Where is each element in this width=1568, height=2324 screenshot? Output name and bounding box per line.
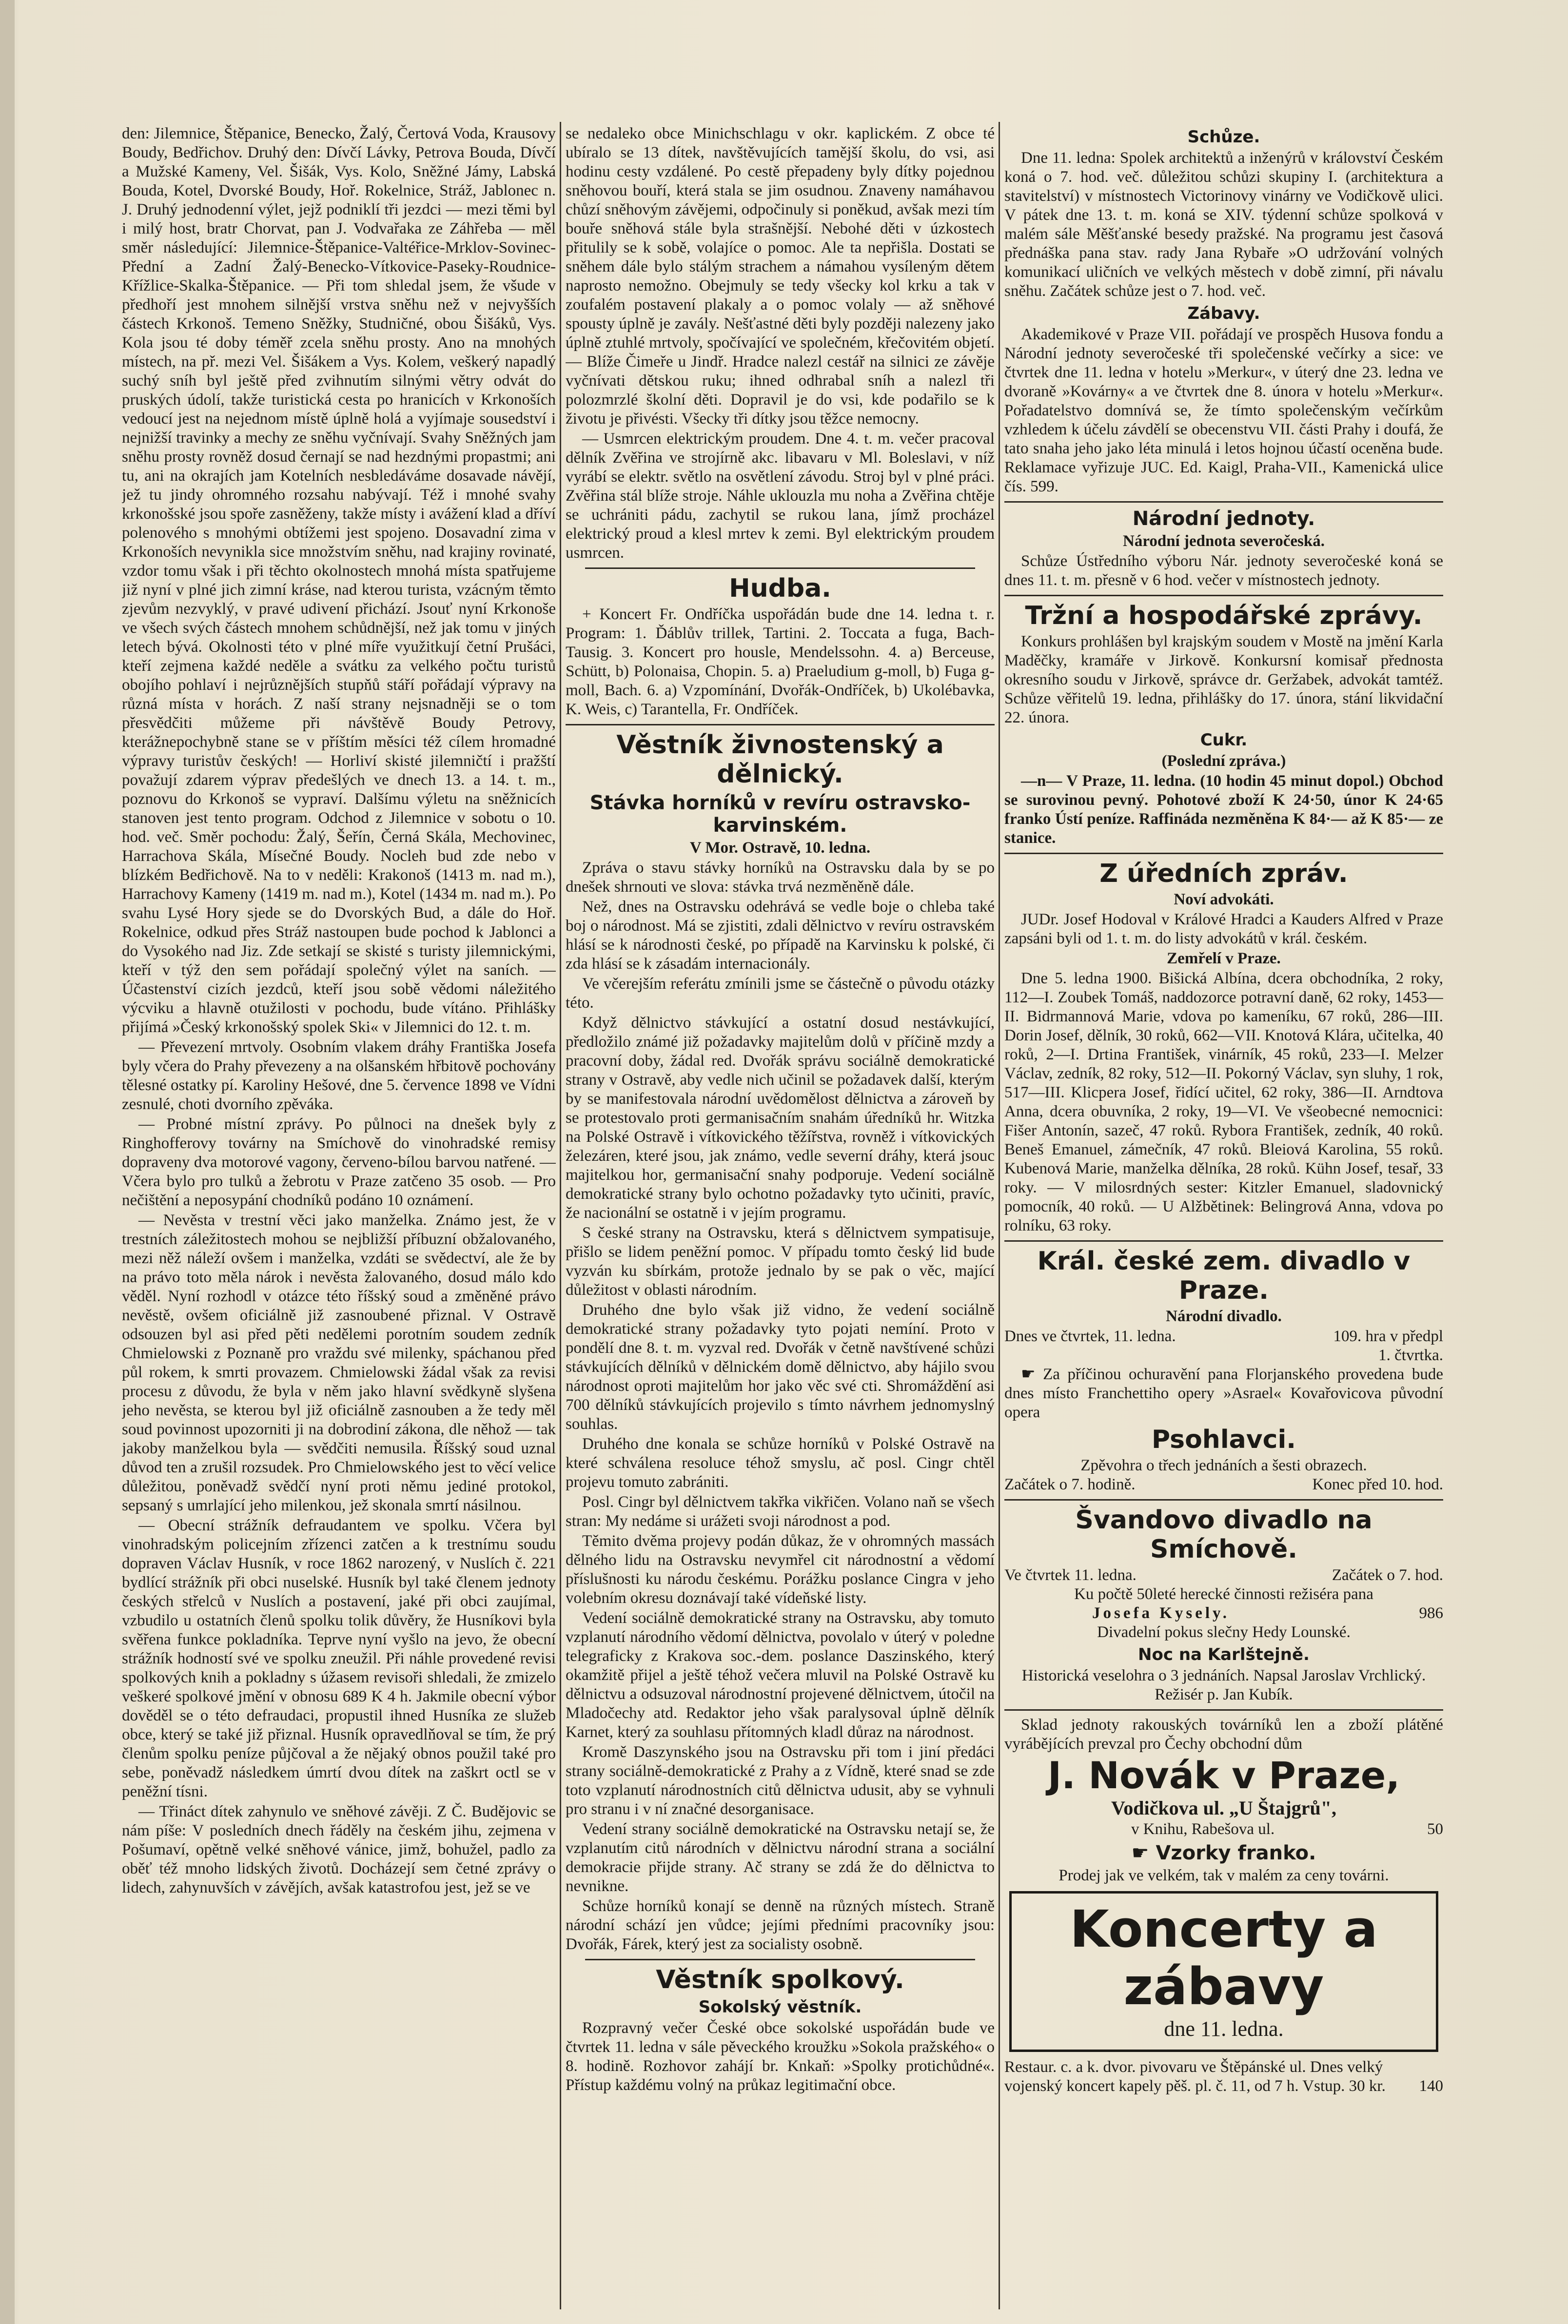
article-deti-zavej-cont: se nedaleko obce Minichschlagu v okr. kaplickém. Z obce té ubíralo se 13 dítek, navštěvujících tamější školu, do vsi, asi hodinu cesty vzdálené. Po cestě přepadeny byly dítky pojednou sněhovou bouří, která stala se jim osudnou. Znaveny namáhavou chůzí sněhovým závějemi, odpočinuly si poněkud, avšak mezi tím bouře sněhová stále byla strašnější. Nebohé děti v úzkostech přitulily se k sobě, volajíce o pomoc. Ale ta nepřišla. Dostati se sněhem dále bylo stálým strachem a námahou vysíleným dětem naprosto nemožno. Obejmuly se tedy všecky kol krku a tak v zoufalém postavení plakaly a o pomoc volaly — až sněhové spousty úplně je zavály. Nešťastné děti byly později nalezeny jako úplně ztuhlé mrtvoly, spočívající ve společném, křečovitém objetí. — Blíže Čimeře u Jindř. Hradce nalezl cestář na silnici ze závěje vyčnívati dětskou ruku; ihned odhrabal sníh a nalezl tři polozmrzlé školní děti. Dopravil je do vsi, kde podařilo se k životu je přivésti. Všecky tři dítky jsou těžce nemocny. xyxy=(566,125,995,428)
article-trinact-ditek: — Třináct dítek zahynulo ve sněhové závěji. Z Č. Budějovic se nám píše: V posledních dnech řáděly na českém jihu, zejmena v Pošumaví, opětně velké sněhové vánice, jimž, bohužel, padlo za oběť též mnoho lidských životů. Docházejí sem četné zprávy o lidech, zahynuvších v závějích, avšak katastrofou jest, jež se ve xyxy=(122,1803,556,1896)
page-binding-edge xyxy=(0,0,15,2324)
divadlo-end: Konec před 10. hod. xyxy=(1312,1476,1443,1493)
section-spolky-heading: Věstník spolkový. xyxy=(656,1965,904,1994)
novak-ad-address2: v Knihu, Rabešova ul. xyxy=(1131,1820,1275,1838)
pointing-hand-icon: ☛ xyxy=(1021,1366,1043,1383)
section-vestnik-heading: Věstník živnostenský a dělnický. xyxy=(616,730,944,789)
column-1 xyxy=(122,124,556,2309)
divadlo-heading: Král. české zem. divadlo v Praze. xyxy=(1037,1247,1411,1305)
stavka-para: Když dělnictvo stávkující a ostatní dosud nestávkující, předložilo známé již požadavky majitelům dolů v příčině mzdy a pracovní doby, žádal red. Dvořák správu sociálně demokratické strany v Ostravě, aby vedle nich učinil se požadavek další, kterým by se manifestovala národní uvědomělost dělnictva a zároveň by se protestovalo proti germanisačním snahám úředníků hr. Witzka na Polské Ostravě i vítkovického těžířstva, rovněž i vítkovických železáren, které jsou, jak známo, vedle severní dráhy, která jsouc majitelkou hor, germanisační snahy podporuje. Vedení sociálně demokratické strany bylo ochotno požadavky tyto učiniti, pravíc, že nacionální se ostatně i v jejím programu. xyxy=(566,1014,995,1222)
stavka-para: Kromě Daszynského jsou na Ostravsku při tom i jiní předáci strany sociálně-demokratické z Prahy a z Vídně, které snad se zde toto vzplanutí národnostních citů dělnictva udusit, aby se vyhnuli pro stranu i v ní značné desorganisace. xyxy=(566,1743,995,1818)
divadlo-opera-title: Psohlavci. xyxy=(1151,1425,1296,1454)
article-prevezeni-mrtvoly: — Převezení mrtvoly. Osobním vlakem dráhy Františka Josefa byly včera do Prahy převezeny a na olšanském hřbitově pochovány tělesné ostatky pí. Karoliny Hešové, dne 5. července 1898 ve Vídni zesnulé, choti dvorního zpěváka. xyxy=(122,1038,556,1113)
stavka-para: Než, dnes na Ostravsku odehrává se vedle boje o chleba také boj o národnost. Má se zjistiti, zdali dělnictvo v revíru ostravském hlásí se k národnosti české, po případě na Karvinsku k polské, či zda hlásí se k zásadám internacionály. xyxy=(566,898,995,973)
stavka-para: Druhého dne konala se schůze horníků v Polské Ostravě na které schválena resoluce téhož smyslu, ač posl. Cingr chtěl projevu tomuto zabrániti. xyxy=(566,1435,995,1491)
divider xyxy=(1004,1709,1443,1711)
section-jednoty-heading: Národní jednoty. xyxy=(1132,508,1315,530)
divider xyxy=(1004,595,1443,596)
svandovo-text3: Historická veselohra o 3 jednáních. Napsal Jaroslav Vrchlický. Režisér p. Jan Kubík. xyxy=(1021,1667,1426,1703)
article-zemreli: Dne 5. ledna 1900. Bišická Albína, dcera obchodníka, 2 roky, 112—I. Zoubek Tomáš, naddozorce potravní daně, 62 roky, 1453—II. Bidrmannová Marie, vdova po kameníku, 67 roků, 286—III. Dorin Josef, dělník, 30 roků, 662—VII. Knotová Klára, učitelka, 40 roků, 2—I. Drtina František, vinárník, 45 roků, 233—I. Melzer Václav, zedník, 82 roky, 512—II. Pokorný Václav, syn sluhy, 1 rok, 517—III. Klicpera Josef, řidící učitel, 62 roky, 386—II. Arndtova Anna, dcera obuvníka, 2 roky, 19—VI. Ve všeobecné nemocnici: Fišer Antonín, sazeč, 47 roků. Rybora František, zedník, 40 roků. Beneš Emanuel, zámečník, 47 roků. Bleiová Karolina, 55 roků. Kubenová Marie, manželka dělníka, 28 roků. Kühn Josef, tesař, 33 roky. — V milosrdných sester: Kitzler Emanuel, sladovnický pomocník, 40 roků. — U Alžbětinek: Belingrová Anna, vdova po rolníku, 63 roky. xyxy=(1004,970,1443,1234)
svandovo-heading: Švandovo divadlo na Smíchově. xyxy=(1075,1505,1372,1564)
article-jednoty: Schůze Ústředního výboru Nár. jednoty severočeské koná se dnes 11. t. m. přesně v 6 hod. večer v místnostech jednoty. xyxy=(1004,552,1443,589)
article-krkonose: den: Jilemnice, Štěpanice, Benecko, Žalý, Čertová Voda, Krausovy Boudy, Bedřichov. Druhý den: Dívčí Lávky, Petrova Bouda, Dívčí a Mužské Kameny, Vel. Šišák, Vys. Kolo, Sněžné Jámy, Labská Bouda, Kotel, Dvorské Boudy, Hoř. Rokelnice, Stráž, Jablonec n. J. Druhý jednodenní výlet, jejž podniklí tři jezdci — mezi těmi byl i milý host, bratr Chorvat, pan J. Vodvařaka ze Záhřeba — měl směr následující: Jilemnice-Štěpanice-Valtéřice-Mrklov-Sovinec-Přední a Zadní Žalý-Benecko-Vítkovice-Paseky-Roudnice-Křížlice-Skalka-Štěpanice. — Při tom shledal jsem, že všude v předhoří jest mnohem silnější vrstva sněhu než v nejvyšších částech Krkonoš. Temeno Sněžky, Studničné, obou Šišáků, Vys. Kola jsou té doby téměř zcela sněhu prosty. Ano na mnohých místech, na př. mezi Vel. Šišákem a Vys. Kolem, veškerý napadlý suchý sníh byl ještě před zvihnutím silnými větry odvát do pruských údolí, takže turistická cesta po hranicích v Krkonoších vedoucí jest na nejednom místě úplně holá a vyjímaje sousedství i nejnižší travinky a mechy ze sněhu vyčnívají. Svahy Sněžných jam sněhu prosty rovněž dosud černají se nad hezdnými propastmi; ani tu, ani na okrajích jam Kotelních nesbledáváme dosavade návějí, jež tu jindy ohromného rozsahu nabývají. Též i mnohé svahy krkonošské jsou spoře zasněženy, takže místy i avážení klad a dříví polenového s mnohými obtížemi jest spojeno. Dosavadní zima v Krkonoších nevynikla sice množstvím sněhu, nad krajiny rovinaté, vzdor tomu však i při těchto okolnostech mnohá místa spatřujeme již nyní v plné jich zimní kráse, nad kterou turista, vzácným těmto zjevům nezvyklý, v pravé udivení přichází. Jsouť nyní Krkonoše ve všech svých částech mnohem schůdnější, než jak tomu v jiných letech bývá. Okolnosti této v plné míře využitkují četní Prušáci, kteří zejmena každé neděle a svátku za velkého počtu turistů obojího pohlaví i nejrůznějších stupňů stáří pořádají výpravy na různá místa v horách. Z naší strany nejsnadněji se o tom přesvědčiti můžeme při návštěvě Boudy Petrovy, kterážnepochybně stane se v příštím měsíci též cílem hromadné výpravy turistův českých! — Horliví skisté jilemničtí i pražští považují zdarem výprav předešlých ve dnech 13. a 14. t. m., poznovu do Krkonoš se vypraví. Dalšímu výletu na sněžnicích stanoven jest tento program. Odchod z Jilemnice v sobotu o 10. hod. več. Směr pochodu: Žalý, Šeřín, Černá Skála, Mechovinec, Harrachova Skála, Mísečné Boudy. Nocleh bud zde nebo v blízkém Bedřichově. Na to v neděli: Krakonoš (1413 m. nad m.), Harrachovy Kameny (1419 m. nad m.), Kotel (1434 m. nad m.). Po svahu Lysé Hory sjede se do Dvorských Bud, a dále do Hoř. Rokelnice, odkud přes Stráž nastoupen bude pochod k Jablonci a do Vysokého nad Jiz. Zde setkají se skisté s turisty jilemnickými, kteří v týž den sem pořádají společný výlet na saních. — Účastenství cizích jezdců, kteří jsou sobě vědomi náležitého výcviku a hlavně otužilosti v pochodu, bude vítáno. Přihlášky přijímá »Český krkonošský spolek Ski« v Jilemnici do 12. t. m. xyxy=(122,125,556,1036)
novak-ad-name: J. Novák v Praze, xyxy=(1047,1754,1400,1797)
article-advokati: JUDr. Josef Hodoval v Králové Hradci a Kauders Alfred v Praze zapsáni byli od 1. t. m. do listy advokátů v král. českém. xyxy=(1004,911,1443,947)
svandovo-number: 986 xyxy=(1419,1604,1443,1622)
novak-ad-address: Vodičkova ul. „U Štajgrů", xyxy=(1111,1797,1336,1819)
cukr-heading: Cukr. xyxy=(1200,730,1248,750)
svandovo-date: Ve čtvrtek 11. ledna. xyxy=(1004,1566,1137,1584)
column-2 xyxy=(566,124,995,2309)
sokol-heading: Sokolský věstník. xyxy=(698,1997,862,2017)
svandovo-text1: Ku počtě 50leté herecké činnosti režiséra pana xyxy=(1074,1585,1373,1603)
novak-ad-number: 50 xyxy=(1427,1820,1443,1838)
stavka-para: S české strany na Ostravsku, která s dělnictvem sympatisuje, přišlo se lidem peněžní pomoc. V případu tomto český lid bude vyzván ku sbírkám, protože jednalo by se pak o věc, mající důležitost v oblasti národním. xyxy=(566,1224,995,1299)
divider xyxy=(1004,853,1443,854)
section-hudba-heading: Hudba. xyxy=(729,574,831,603)
divadlo-notice-text: Za příčinou ochuravění pana Florjanského provedena bude dnes místo Franchettiho opery »Asrael« Kovařovicova původní opera xyxy=(1004,1366,1443,1421)
divadlo-opera-sub: Zpěvohra o třech jednáních a šesti obrazech. xyxy=(1080,1457,1367,1474)
article-nevesta: — Nevěsta v trestní věci jako manželka. Známo jest, že v trestních záležitostech mohou se nejbližší příbuzní obžalovaného, mezi něž náleží ovšem i manželka, vzdáti se svědectví, ale že by na právo toto měla nárok i nevěsta žalovaného, dosud málo kdo věděl. Nyní rozhodl v otázce této říšský soud a změněné právo nevěstě, ovšem oficiálně již zasnoubené přiznal. V Ostravě odsouzen byl asi před pěti nedělemi porotním soudem zedník Chmielowski z Poznaně pro vraždu své milenky, spáchanou před půl rokem, k smrti provazem. Chmielowski žádal však za revisi procesu z důvodu, že byla v něm jako hlavní svědkyně slyšena jeho nevěsta, se kterou byl již oficiálně zasnouben a že tedy měl soud povinnost upozorniti ji na dobrodiní zákona, dle něhož — tak jakoby manželkou byla — svědčiti nemusila. Říšský soud uznal důvod ten a zrušil rozsudek. Pro Chmielowského jest to věcí velice důležitou, poněvadž svědčí nyní proti němu jediné protokol, sepsaný s umrlající jeho milenkou, jež skonala smrtí násilnou. xyxy=(122,1211,556,1514)
stavka-para: Schůze horníků konají se denně na různých místech. Straně národní schází jen vůdce; jejími předními pracovníky jsou: Dvořák, Fárek, který jest za socialisty osobně. xyxy=(566,1897,995,1953)
svandovo-dateline xyxy=(1004,1566,1443,1585)
article-zabavy: Akademikové v Praze VII. pořádají ve prospěch Husova fondu a Národní jednoty severočeské tři společenské večírky a sice: ve čtvrtek dne 11. ledna v hotelu »Merkur«, v úterý dne 23. ledna ve dvoraně »Kovárny« a ve čtvrtek dne 8. února v hotelu »Merkur«. Pořadatelstvo domnívá se, že tímto společenským večírkům vzhledem k účelu závdělí se obecenstvu VII. části Prahy i doufá, že tato snaha jeho jako léta minulá i letos hojnou účastí oceněna bude. Reklamace vyřizuje JUC. Ed. Kaigl, Praha-VII., Kamenická ulice čís. 599. xyxy=(1004,326,1443,495)
stavka-para: Ve včerejším referátu zmínili jsme se částečně o původu otázky této. xyxy=(566,975,995,1012)
article-probne-zpravy: — Probné místní zprávy. Po půlnoci na dnešek byly z Ringhofferovy továrny na Smíchově do vinohradské remisy dopraveny dva motorové vagony, červeno-bílou barvou natřené. — Včera bylo pro tulků a žebrotu v Praze zatčeno 35 osob. — Pro nečištění a neposypání chodníků podáno 10 oznámení. xyxy=(122,1115,556,1209)
article-schuze: Dne 11. ledna: Spolek architektů a inženýrů v království Českém koná o 7. hod. več. důležitou schůzi skupiny I. (architektura a stavitelství) v místnostech Victorinovy vinárny ve Vodičkově ulici. V pátek dne 13. t. m. koná se XIV. týdenní schůze spolková v malém sále Měšťanské besedy pražské. Na programu jest časová přednáška pana stav. rady Jana Rybaře »O udržování volných komunikací uličních ve velkých městech v době zimní, při návalu sněhu. Začátek schůze jest o 7. hod. več. xyxy=(1004,149,1443,300)
svandovo-play: Noc na Karlštejně. xyxy=(1138,1645,1310,1664)
divider xyxy=(1004,1240,1443,1242)
novak-ad-samples-text: Vzorky franko. xyxy=(1156,1842,1316,1864)
stavka-para: Posl. Cingr byl dělnictvem takřka vikřičen. Volano naň se všech stran: My nedáme si urážeti svoji národnost a pod. xyxy=(566,1493,995,1530)
stavka-para: Těmito dvěma projevy podán důkaz, že v ohromných massách dělného lidu na Ostravsku nevymřel cit národnostní a vědomí příslušnosti ku národu českému. Porážku poslance Cingra v jeho volebním okresu doznávají také vídeňské listy. xyxy=(566,1532,995,1607)
stavka-heading: Stávka horníků v revíru ostravsko-karvinském. xyxy=(589,792,971,837)
pointing-hand-icon: ☛ xyxy=(1131,1842,1156,1864)
stavka-para: Vedení strany sociálně demokratické na Ostravsku netají se, že vzplanutím citů národních v dělnictvu národní strana a sociální demokracie přijde strany. Ač strany se zdá že do dělnictva to nevnikne. xyxy=(566,1820,995,1895)
novak-ad-samples xyxy=(1004,1842,1443,1864)
restaurace-ad xyxy=(1004,2058,1443,2096)
restaurace-text: Restaur. c. a k. dvor. pivovaru ve Štěpánské ul. Dnes velký vojenský koncert kapely pěš. pl. č. 11, od 7 h. Vstup. 30 kr. xyxy=(1004,2058,1386,2095)
section-schuze-heading: Schůze. xyxy=(1187,127,1260,147)
divadlo-times xyxy=(1004,1475,1443,1494)
svandovo-honoree: Josefa Kysely. xyxy=(1092,1604,1230,1622)
divadlo-date: Dnes ve čtvrtek, 11. ledna. xyxy=(1004,1328,1176,1345)
column-3 xyxy=(1004,124,1443,2309)
cukr-subheading: (Poslední zpráva.) xyxy=(1161,752,1286,770)
section-urad-heading: Z úředních zpráv. xyxy=(1099,859,1348,888)
column-rule-2 xyxy=(999,122,1000,2309)
section-trzni-heading: Tržní a hospodářské zprávy. xyxy=(1025,601,1423,630)
stavka-para: Vedení sociálně demokratické strany na Ostravsku, aby tomuto vzplanutí národního vědomí dělnictva, povolalo v úterý v poledne telegraficky z Krakova soc.-dem. poslance Daszinského, který okamžitě přijel a ještě téhož večera mluvil na Polské Ostravě ku dělnictvu a odsuzoval národnostní projevené dělnictvem, útočil na Mladočechy atd. Redaktor jeho však paralysoval úplně dělník Karnet, který za souhlasu přítomných kladl důraz na národnost. xyxy=(566,1609,995,1741)
divadlo-start: Začátek o 7. hodině. xyxy=(1004,1476,1136,1493)
article-cukr: —n— V Praze, 11. ledna. (10 hodin 45 minut dopol.) Obchod se surovinou pevný. Pohotové zboží K 24·50, únor K 24·65 franko Ústí peníze. Raffináda nezměněna K 84·— až K 85·— ze stanice. xyxy=(1004,772,1443,847)
divadlo-notice xyxy=(1004,1365,1443,1422)
novak-ad-intro: Sklad jednoty rakouských továrníků len a zboží plátěné vyrábějících prevzal pro Čechy obchodní dům xyxy=(1004,1716,1443,1753)
stavka-dateline: V Mor. Ostravě, 10. ledna. xyxy=(689,839,871,857)
divadlo-dateline xyxy=(1004,1327,1443,1365)
novak-ad-sale: Prodej jak ve velkém, tak v malém za ceny továrni. xyxy=(1058,1867,1389,1884)
divider xyxy=(1004,501,1443,503)
article-usmrcen: — Usmrcen elektrickým proudem. Dne 4. t. m. večer pracoval dělník Zvěřina ve strojírně akc. libavaru v Ml. Boleslavi, v níž vyrábí se elektr. světlo na osvětlení závodu. Stroj byl v plné práci. Zvěřina stál blíže stroje. Náhle uklouzla mu noha a Zvěřina chtěje se uchrániti pádu, zachytil se rukou lana, jímž procházel elektrický proud a klesl mrtev k zemi. Byl elektrickým proudem usmrcen. xyxy=(566,430,995,562)
divider xyxy=(566,724,995,725)
article-koncert-ondricka: + Koncert Fr. Ondříčka uspořádán bude dne 14. ledna t. r. Program: 1. Ďáblův trillek, Tartini. 2. Toccata a fuga, Bach-Tausig. 3. Koncert pro housle, Mendelssohn. 4. a) Berceuse, Schütt, b) Polonaisa, Chopin. 5. a) Praeludium g-moll, b) Fuga g-moll, Bach. 6. a) Vzpomínání, Dvořák-Ondříček, b) Ukolébavka, K. Weis, c) Tarantella, Fr. Ondříček. xyxy=(566,605,995,718)
novak-ad-address2-row xyxy=(1004,1820,1443,1839)
divadlo-subscription: 109. hra v předpl 1. čtvrtka. xyxy=(1333,1328,1443,1364)
jednoty-subheading: Národní jednota severočeská. xyxy=(1122,532,1325,550)
divider xyxy=(1004,1499,1443,1501)
divider xyxy=(585,1959,975,1960)
koncerty-box xyxy=(1009,1891,1438,2052)
svandovo-honoree-row xyxy=(1004,1604,1443,1623)
koncerty-date: dne 11. ledna. xyxy=(1164,2017,1284,2041)
stavka-para: Zpráva o stavu stávky horníků na Ostravsku dala by se po dnešek shrnouti ve slova: stávka trvá nezměněně dále. xyxy=(566,859,995,896)
section-zabavy-heading: Zábavy. xyxy=(1187,304,1260,323)
svandovo-start: Začátek o 7. hod. xyxy=(1332,1566,1443,1584)
divadlo-subheading: Národní divadlo. xyxy=(1166,1308,1282,1325)
divider xyxy=(585,567,975,569)
koncerty-heading: Koncerty a zábavy xyxy=(1070,1899,1378,2016)
restaurace-number: 140 xyxy=(1419,2077,1443,2095)
zemreli-heading: Zemřelí v Praze. xyxy=(1167,950,1281,967)
advokati-heading: Noví advokáti. xyxy=(1174,891,1274,908)
svandovo-text2: Divadelní pokus slečny Hedy Lounské. xyxy=(1097,1623,1351,1641)
column-rule-1 xyxy=(560,122,561,2309)
article-sokol: Rozpravný večer České obce sokolské uspořádán bude ve čtvrtek 11. ledna v sále pěveckého kroužku »Sokola pražského« o 8. hodině. Rozhovor zahájí br. Knkaň: »Spolky protichůdné«. Přístup každému volný na průkaz legitimační obce. xyxy=(566,2019,995,2094)
article-konkurs: Konkurs prohlášen byl krajským soudem v Mostě na jmění Karla Maděčky, kramáře v Jirkově. Konkursní komisař přednosta okresního soudu v Jirkově, správce dr. Geržabek, advokát tamtéž. Schůze věřitelů 19. ledna, přihlášky do 17. února, stání likvidační 22. února. xyxy=(1004,633,1443,726)
stavka-para: Druhého dne bylo však již vidno, že vedení sociálně demokratické strany požadavky tyto pojati nemíní. Proto v pondělí dne 8. t. m. vyzval red. Dvořák v četně navštívené schůzi stávkujících dělníků v dělnickém domě dělnictvo, aby hájilo svou národnost oproti majitelům hor jako věc své cti. Shromáždění asi 700 dělníků stávkujících projevilo s tímto návrhem jednomyslný souhlas. xyxy=(566,1301,995,1433)
article-straznik: — Obecní strážník defraudantem ve spolku. Včera byl vinohradským policejním zřízenci zatčen a k trestnímu soudu dopraven Václav Husník, v roce 1862 narozený, v Nuslích č. 221 bydlící strážník při obci nuselské. Husník byl také členem jednoty českých střelců v Nuslích a postavení, jaké při obci zaujímal, vzbudilo u ostatních členů spolku tolik důvěry, že Husníkovi byla svěřena funkce pokladníka. Teprve nyní vyšlo na jevo, že obecní strážník hodností své ve spolku zneužil. Při náhle provedené revisi spolkových knih a pokladny s úžasem revisoři shledali, že zmizelo veškeré spolkové jmění v obnosu 689 K 4 h. Jakmile obecní výbor dověděl se o této defraudaci, propustil ihned Husníka ze služeb obce, který se také již přiznal. Husník opravedlňoval se tím, že prý členům spolku peníze půjčoval a že nějaký obnos použil také pro sebe, poněvadž následkem úmrtí dvou dítek na zaškrt octl se v peněžní tísni. xyxy=(122,1517,556,1800)
